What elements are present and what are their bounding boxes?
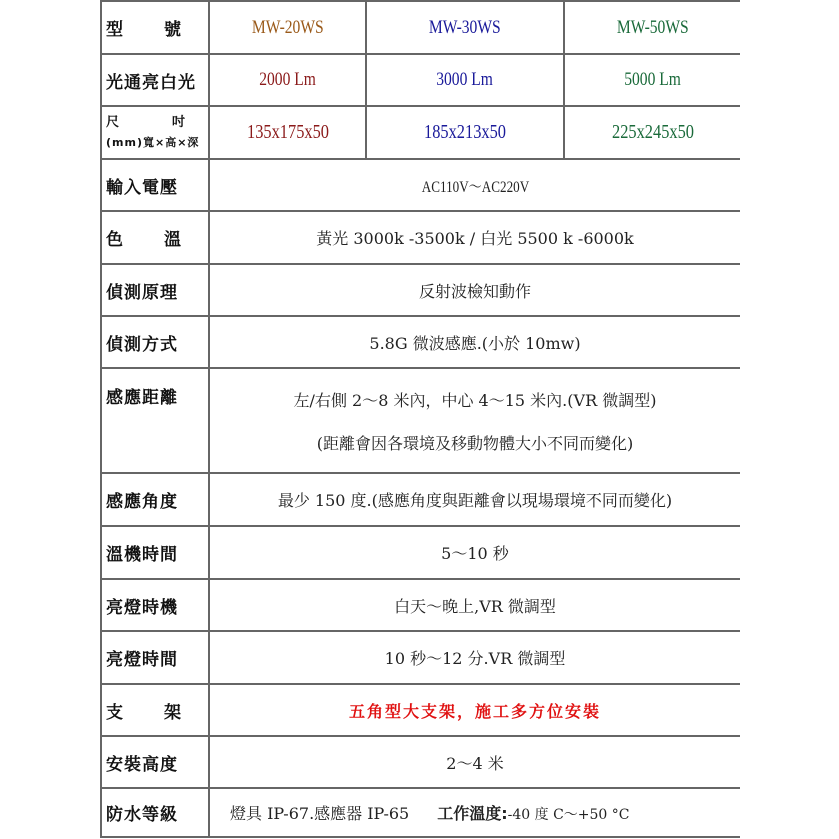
model-mw50ws — [565, 2, 740, 53]
row-value — [210, 789, 740, 836]
row-label — [100, 212, 210, 263]
value-text: 黃光 3000k -3500k / 白光 5500 k -6000k — [316, 229, 634, 248]
size-row — [100, 105, 740, 158]
model-text: MW-30WS — [429, 16, 501, 38]
value-text: AC110V～AC220V — [421, 178, 529, 196]
row-label-size — [100, 107, 210, 158]
value-text: 最少 150 度.(感應角度與距離會以現場環境不同而變化) — [277, 491, 673, 510]
label-char: 型 — [106, 20, 124, 40]
value-text-highlight: 五角型大支架，施工多方位安裝 — [348, 701, 601, 721]
row-value — [210, 632, 740, 683]
row-value — [210, 212, 740, 263]
label-sub: (mm)寬×高×深 — [106, 135, 200, 149]
spec-row-light-duration — [100, 630, 740, 683]
row-label-lumen: 光通亮白光 — [100, 55, 210, 105]
size-20 — [210, 107, 367, 158]
spec-row-detect-method — [100, 315, 740, 367]
spec-table — [100, 0, 740, 838]
size-text: 185x213x50 — [424, 121, 506, 143]
row-value — [210, 265, 740, 315]
label-char: 色 — [106, 230, 124, 250]
lumen-50 — [565, 55, 740, 105]
row-label: 溫機時間 — [100, 527, 210, 578]
size-50 — [565, 107, 740, 158]
row-label: 亮燈時間 — [100, 632, 210, 683]
row-value — [210, 685, 740, 735]
row-label-model — [100, 2, 210, 53]
spec-row-waterproof — [100, 787, 740, 838]
label-char: 支 — [106, 702, 124, 723]
spec-row-warmup — [100, 525, 740, 578]
lumen-30 — [367, 55, 565, 105]
lumen-text: 2000 Lm — [259, 69, 316, 90]
spec-row-install-height — [100, 735, 740, 787]
spec-row-detect-distance — [100, 367, 740, 472]
row-label: 輸入電壓 — [100, 160, 210, 210]
label-char: 尺 — [106, 114, 121, 130]
value-text: 2～4 米 — [446, 753, 504, 773]
spec-row-bracket — [100, 683, 740, 735]
value-text: 5.8G 微波感應.(小於 10mw) — [369, 333, 581, 353]
value-text: 5～10 秒 — [441, 544, 509, 563]
row-label: 安裝高度 — [100, 737, 210, 787]
lumen-text: 5000 Lm — [624, 69, 681, 90]
spec-row-light-timing — [100, 578, 740, 630]
size-text: 135x175x50 — [246, 121, 329, 143]
row-value — [210, 317, 740, 367]
row-value — [210, 527, 740, 578]
model-mw20ws — [210, 2, 367, 53]
row-value — [210, 369, 740, 472]
value-text: 10 秒～12 分.VR 微調型 — [384, 649, 566, 668]
row-value — [210, 737, 740, 787]
spec-row-detect-principle — [100, 263, 740, 315]
spec-row-detect-angle — [100, 472, 740, 525]
row-label: 感應距離 — [100, 369, 210, 472]
model-mw30ws — [367, 2, 565, 53]
value-text: 左/右側 2～8 米內，中心 4～15 米內.(VR 微調型) — [293, 390, 657, 410]
operating-temp — [437, 801, 629, 824]
label-char: 溫 — [164, 230, 182, 250]
row-value — [210, 160, 740, 210]
model-text: MW-50WS — [616, 16, 689, 38]
spec-row-color-temp — [100, 210, 740, 263]
temp-value: -40 度 C～+50 °C — [507, 807, 630, 823]
lumen-row — [100, 53, 740, 105]
row-label: 偵測原理 — [100, 265, 210, 315]
value-text: 反射波檢知動作 — [418, 281, 531, 301]
row-label: 感應角度 — [100, 474, 210, 525]
row-value — [210, 474, 740, 525]
value-text: 燈具 IP-67.感應器 IP-65 — [230, 804, 410, 823]
label-char: 吋 — [171, 114, 186, 130]
model-row — [100, 0, 740, 53]
row-label: 亮燈時機 — [100, 580, 210, 630]
size-text: 225x245x50 — [611, 121, 694, 143]
label-char: 號 — [164, 20, 182, 40]
label-char: 架 — [164, 702, 182, 723]
spec-row-voltage — [100, 158, 740, 210]
value-text: (距離會因各環境及移動物體大小不同而變化) — [316, 433, 634, 453]
lumen-20 — [210, 55, 367, 105]
size-30 — [367, 107, 565, 158]
row-label: 偵測方式 — [100, 317, 210, 367]
row-label — [100, 685, 210, 735]
model-text: MW-20WS — [251, 16, 324, 38]
temp-label: 工作溫度: — [437, 804, 508, 823]
lumen-text: 3000 Lm — [436, 69, 494, 90]
value-text: 白天～晚上,VR 微調型 — [394, 596, 556, 616]
row-label: 防水等級 — [100, 789, 210, 836]
row-value — [210, 580, 740, 630]
